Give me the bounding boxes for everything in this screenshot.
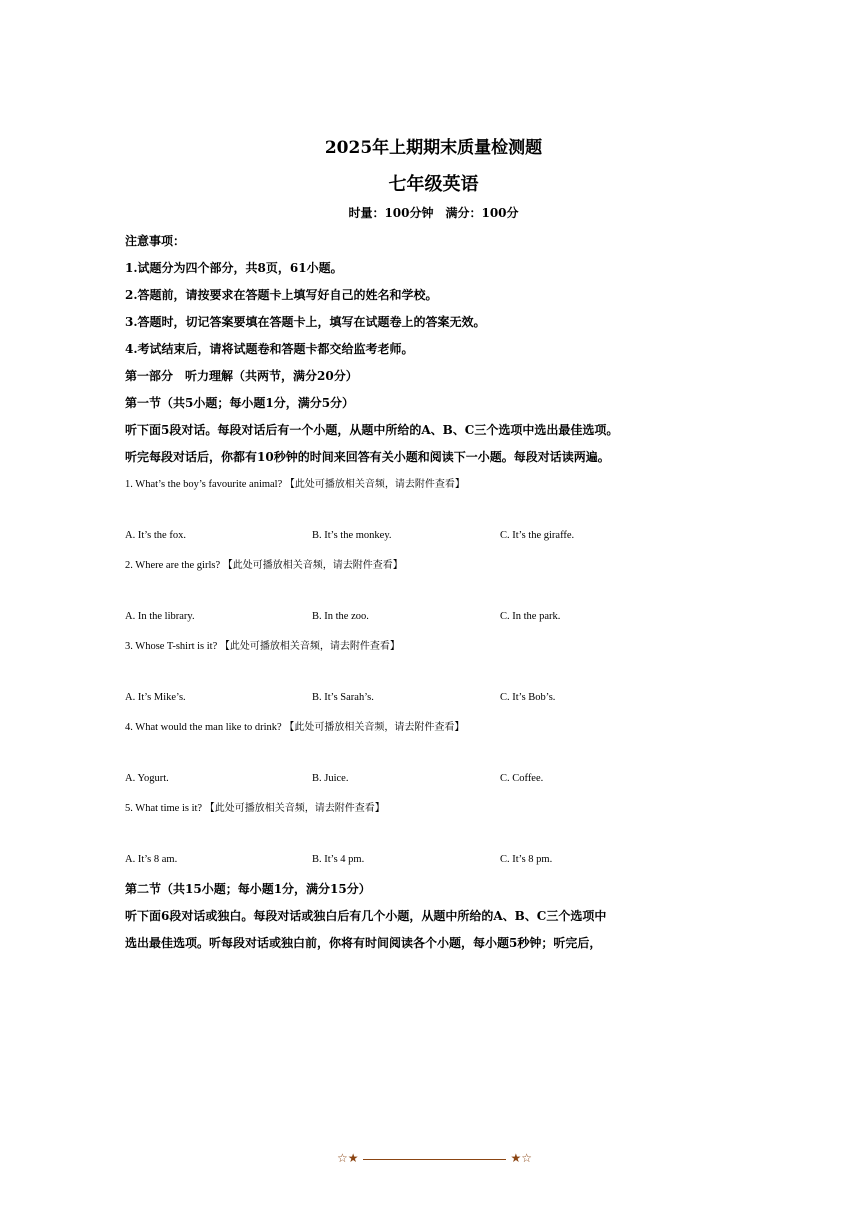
exam-time-info: 时量：100分钟 满分：100分 — [348, 206, 519, 220]
option-c: C. Coffee. — [500, 773, 544, 784]
audio-note: 【此处可播放相关音频，请去附件查看】 — [284, 479, 465, 490]
section1-instruction: 听完每段对话后，你都有10秒钟的时间来回答有关小题和阅读下一小题。每段对话读两遍。 — [125, 450, 610, 464]
question-text: 3. Whose T-shirt is it? — [125, 641, 218, 652]
audio-note: 【此处可播放相关音频，请去附件查看】 — [284, 722, 465, 733]
audio-note: 【此处可播放相关音频，请去附件查看】 — [222, 560, 403, 571]
notice-item: 4.考试结束后，请将试题卷和答题卡都交给监考老师。 — [125, 342, 414, 356]
notice-item: 2.答题前，请按要求在答题卡上填写好自己的姓名和学校。 — [125, 288, 438, 302]
audio-note: 【此处可播放相关音频，请去附件查看】 — [219, 641, 400, 652]
option-b: B. It’s the monkey. — [312, 530, 392, 541]
option-a: A. It’s the fox. — [125, 530, 186, 541]
question-stem — [125, 718, 464, 733]
question-text: 2. Where are the girls? — [125, 560, 221, 571]
footer-ornament — [337, 1153, 532, 1167]
exam-subject: 七年级英语 — [388, 174, 479, 195]
section2-heading: 第二节（共15小题；每小题1分，满分15分） — [125, 882, 371, 896]
option-b: B. It’s Sarah’s. — [312, 692, 374, 703]
question-stem — [125, 475, 465, 490]
option-a: A. It’s Mike’s. — [125, 692, 186, 703]
option-c: C. It’s the giraffe. — [500, 530, 575, 541]
question-stem — [125, 799, 385, 814]
section2-instruction: 听下面6段对话或独白。每段对话或独白后有几个小题，从题中所给的A、B、C三个选项中 — [125, 909, 607, 923]
option-a: A. Yogurt. — [125, 773, 169, 784]
option-c: C. It’s 8 pm. — [500, 854, 553, 865]
star-icon: ☆★ — [337, 1151, 359, 1165]
notice-item: 1.试题分为四个部分，共8页，61小题。 — [125, 261, 343, 275]
question-stem — [125, 637, 400, 652]
section1-heading: 第一节（共5小题；每小题1分，满分5分） — [125, 396, 355, 410]
section1-instruction: 听下面5段对话。每段对话后有一个小题，从题中所给的A、B、C三个选项中选出最佳选项。 — [125, 423, 619, 437]
star-icon: ★☆ — [510, 1151, 532, 1165]
notice-heading: 注意事项： — [125, 234, 186, 248]
question-text: 4. What would the man like to drink? — [125, 722, 282, 733]
option-b: B. In the zoo. — [312, 611, 369, 622]
audio-note: 【此处可播放相关音频，请去附件查看】 — [204, 803, 385, 814]
option-c: C. In the park. — [500, 611, 561, 622]
question-text: 1. What’s the boy’s favourite animal? — [125, 479, 283, 490]
option-b: B. It’s 4 pm. — [312, 854, 365, 865]
notice-item: 3.答题时，切记答案要填在答题卡上，填写在试题卷上的答案无效。 — [125, 315, 486, 329]
option-c: C. It’s Bob’s. — [500, 692, 556, 703]
question-text: 5. What time is it? — [125, 803, 203, 814]
option-a: A. In the library. — [125, 611, 195, 622]
footer-divider — [363, 1159, 506, 1160]
section2-instruction: 选出最佳选项。听每段对话或独白前，你将有时间阅读各个小题，每小题5秒钟；听完后， — [125, 936, 602, 950]
question-stem — [125, 556, 403, 571]
part1-heading: 第一部分 听力理解（共两节，满分20分） — [125, 369, 358, 383]
exam-title: 2025年上期期末质量检测题 — [324, 138, 543, 158]
option-b: B. Juice. — [312, 773, 349, 784]
option-a: A. It’s 8 am. — [125, 854, 178, 865]
